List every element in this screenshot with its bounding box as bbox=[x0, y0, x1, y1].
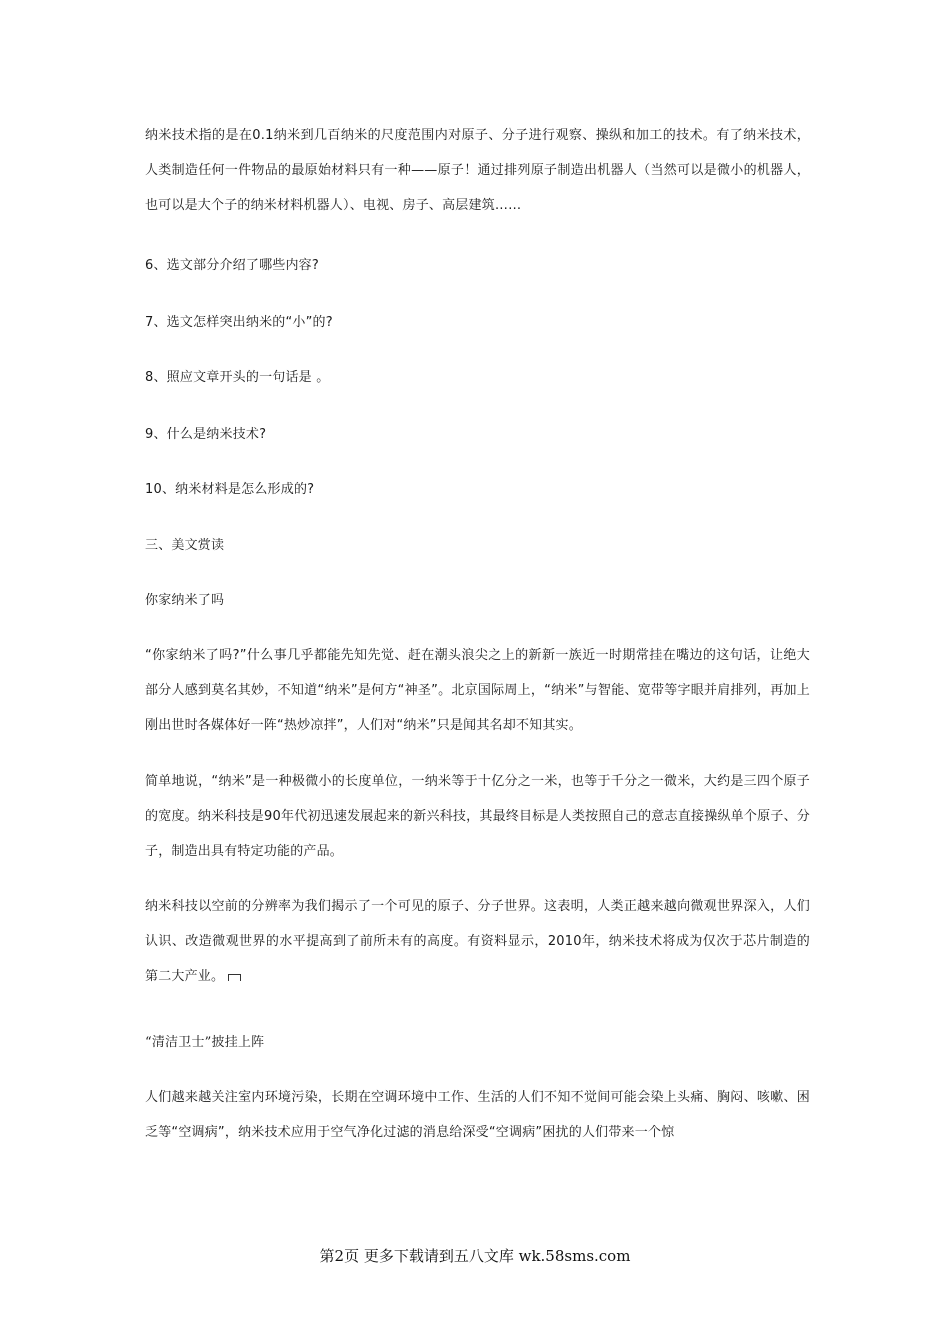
article-paragraph-1: “你家纳米了吗?”什么事几乎都能先知先觉、赶在潮头浪尖之上的新新一族近一时期常挂在嘴边的这句话，让绝大部分人感到莫名其妙，不知道“纳米”是何方“神圣”。北京国际周上，“纳米”与智能、宽带等字眼并肩排列，再加上刚出世时各媒体好一阵“热炒凉拌”，人们对“纳米”只是闻其名却不知其实。 bbox=[145, 648, 810, 733]
page-footer: 第2页 更多下载请到五八文库 wk.58sms.com bbox=[319, 1247, 631, 1265]
section-heading: 三、美文赏读 bbox=[145, 538, 225, 553]
intro-paragraph: 纳米技术指的是在0.1纳米到几百纳米的尺度范围内对原子、分子进行观察、操纵和加工的技术。有了纳米技术，人类制造任何一件物品的最原始材料只有一种——原子！通过排列原子制造出机器人（当然可以是微小的机器人，也可以是大个子的纳米材料机器人）、电视、房子、高层建筑…… bbox=[145, 128, 810, 213]
subheading: “清洁卫士”披挂上阵 bbox=[145, 1035, 265, 1050]
article-paragraph-3 bbox=[145, 889, 810, 994]
article-title: 你家纳米了吗 bbox=[145, 593, 225, 608]
question-8: 8、照应文章开头的一句话是 。 bbox=[145, 370, 330, 385]
article-paragraph-4: 人们越来越关注室内环境污染，长期在空调环境中工作、生活的人们不知不觉间可能会染上头痛、胸闷、咳嗽、困乏等“空调病”，纳米技术应用于空气净化过滤的消息给深受“空调病”困扰的人们带来一个惊 bbox=[145, 1090, 810, 1140]
question-7: 7、选文怎样突出纳米的“小”的? bbox=[145, 315, 333, 330]
article-paragraph-2: 简单地说，“纳米”是一种极微小的长度单位，一纳米等于十亿分之一米，也等于千分之一微米，大约是三四个原子的宽度。纳米科技是90年代初迅速发展起来的新兴科技，其最终目标是人类按照自己的意志直接操纵单个原子、分子，制造出具有特定功能的产品。 bbox=[145, 774, 810, 859]
question-6: 6、选文部分介绍了哪些内容? bbox=[145, 258, 319, 273]
article-paragraph-3-text: 纳米科技以空前的分辨率为我们揭示了一个可见的原子、分子世界。这表明，人类正越来越向微观世界深入，人们认识、改造微观世界的水平提高到了前所未有的高度。有资料显示，2010年，纳米技术将成为仅次于芯片制造的第二大产业。 bbox=[145, 899, 810, 984]
question-9: 9、什么是纳米技术? bbox=[145, 427, 267, 442]
question-10: 10、纳米材料是怎么形成的? bbox=[145, 482, 315, 497]
bracket-mark-icon bbox=[228, 974, 241, 981]
